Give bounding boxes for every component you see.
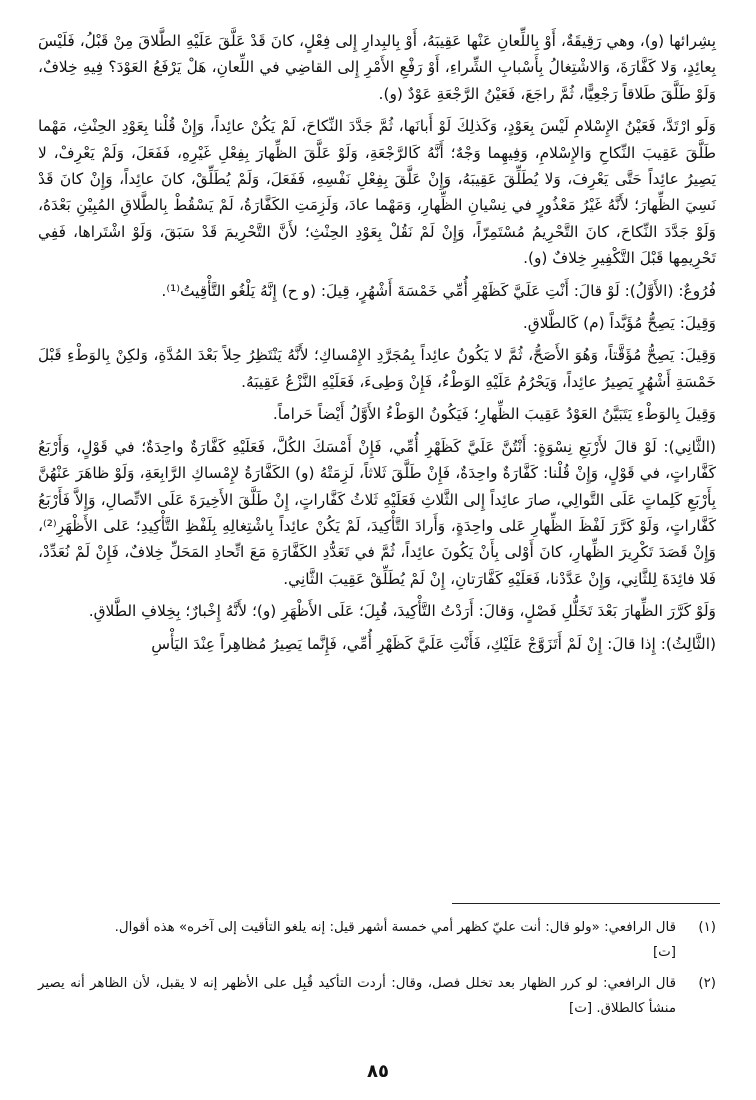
footnote-1 — [38, 915, 716, 965]
paragraph-8: وَلَوْ كَرَّرَ الظِّهارَ بَعْدَ تَخَلُّلِ فَصْلٍ، وَقالَ: أَرَدْتُ التَّأْكِيدَ، قُبِلَ؛ عَلَى الأَظْهَرِ (و)؛ لأَنَّهُ إِخْبارٌ؛ بِخِلافِ الطَّلاقِ. — [88, 602, 716, 621]
footnote-text: قال الرافعي: لو كرر الظهار بعد تخلل فصل، وقال: أردت التأكيد قُبِل على الأظهر إنه لا يقبل، لأن الظاهر أنه يصير منشأ كالطلاق. [ت] — [38, 976, 676, 1016]
paragraph-5: وَقِيلَ: يَصِحُّ مُؤَقَّتاً، وَهُوَ الأَصَحُّ، ثُمَّ لا يَكُونُ عائِداً بِمُجَرَّدِ الإِمْساكِ؛ لأَنَّهُ يَنْتَظِرُ حِلاً بَعْدَ المُدَّةِ، وَلكِنْ بِالوَطْءِ قَبْلَ خَمْسَةِ أَشْهُرٍ يَصِيرُ عائِداً، وَيَحْرُمُ عَلَيْهِ الوَطْءُ، فَإِنْ وَطِىءَ، فَعَلَيْهِ النَّزْعُ عَقِيبَهُ. — [38, 346, 716, 391]
footnote-number: (٢) — [698, 976, 716, 991]
page-number: ٨٥ — [367, 1061, 389, 1082]
footnote-text: قال الرافعي: «ولو قال: أنت عليّ كظهر أمي خمسة أشهر قيل: إنه يلغو التأقيت إلى آخره» هذه أقوال. — [114, 920, 676, 935]
footnote-number: (١) — [698, 920, 716, 935]
paragraph-7: (الثَّانِي): لَوْ قالَ لأَرْبَعِ نِسْوَةٍ: أَنْتُنَّ عَلَيَّ كَظَهْرِ أُمِّي، فَإِنْ أَمْسَكَ الكُلَّ، فَعَلَيْهِ كَفَّارَةٌ واحِدَةٌ؛ في قَوْلٍ، وَأَرْبَعُ كَفَّاراتٍ، في قَوْلٍ، وَإِنْ قُلْنا: كَفَّارَةٌ واحِدَةٌ، فَإِنْ طَلَّقَ ثَلاثاً، لَزِمَتْهُ (و) الكَفَّارَةُ لإِمْساكِ الرَّابِعَةِ، وَلَوْ ظاهَرَ عَنْهُنَّ بِأَرْبَعِ كَلِماتٍ عَلَى التَّوالِي، صارَ عائِداً إِلى الثَّلاثِ فَعَلَيْهِ ثَلاثُ كَفَّاراتٍ، إِنْ طَلَّقَ الأَخِيرَةَ عَلَى الاتِّصالِ، وَإِلاَّ فَأَرْبَعُ كَفَّاراتٍ، وَلَوْ كَرَّرَ لَفْظَ الظِّهارِ عَلى واحِدَةٍ، وَأَرادَ التَّأْكِيدَ، لَمْ يَكُنْ عائِداً بِاشْتِغالِهِ بِلَفْظِ التَّأْكِيدِ؛ عَلى الأَظْهَرِ⁽²⁾، وَإِنْ قَصَدَ تَكْرِيرَ الظِّهارِ، كانَ أَوْلى بِأَنْ يَكُونَ عائِداً، ثُمَّ في تَعَدُّدِ الكَفَّارَةِ مَعَ اتِّحادِ المَحَلِّ خِلافٌ، فَإِنْ لَمْ نُعَدِّدْ، فَلا فائِدَةَ لِلثَّانِي، وَإِنْ عَدَّدْنا، فَعَلَيْهِ كَفَّارَتانِ، إِنْ لَمْ يُطَلِّقْ عَقِيبَ الثَّانِي. — [38, 437, 716, 588]
paragraph-2: وَلَو ارْتَدَّ، فَعَيْنُ الإِسْلامِ لَيْسَ بِعَوْدٍ، وَكَذلِكَ لَوْ أَبانَها، ثُمَّ جَدَّدَ النِّكاحَ، لَمْ يَكُنْ عائِداً، وَإِنْ قُلْنا بِعَوْدِ الحِنْثِ، مَهْما طَلَّقَ عَقِيبَ النِّكاحِ وَالإِسْلامِ، وَفِيهِما وَجْهٌ؛ أَنَّهُ كَالرَّجْعَةِ، وَلَوْ عَلَّقَ الظِّهارَ بِفِعْلِ غَيْرِهِ، فَفَعَلَ، وَلَمْ يَعْرِفْ، لا يَصِيرُ عائِداً حَتَّى يَعْرِفَ، وَلا يُطَلِّقَ عَقِيبَهُ، وَإِنْ عَلَّقَ بِفِعْلِ نَفْسِهِ، فَفَعَلَ، وَلَمْ يُطَلِّقْ، كانَ عائِداً، وَإِنْ كانَ قَدْ نَسِيَ الظِّهارَ؛ لأَنَّهُ غَيْرُ مَعْذُورٍ في نِسْيانِ الظِّهارِ، وَمَهْما عادَ، وَلَزِمَتِ الكَفَّارَةُ، لَمْ يَسْقُطْ بِالطَّلاقِ المُبِيْنِ بَعْدَهُ، وَلَوْ جَدَّدَ النِّكاحَ، كانَ التَّحْرِيمُ مُسْتَمِرّاً، وَإِنْ لَمْ نَقُلْ بِعَوْدِ الحِنْثِ؛ لأَنَّ التَّحْرِيمَ قَدْ سَبَقَ، وَلَوْ اشْتَراها، فَفِي تَحْرِيمِها قَبْلَ التَّكْفِيرِ خِلافٌ (و). — [38, 117, 716, 268]
footnote-separator — [452, 903, 720, 904]
paragraph-6: وَقِيلَ بِالوَطْءِ يَتَبَيَّنُ العَوْدُ عَقِيبَ الظِّهارِ؛ فَيَكُونُ الوَطْءُ الأَوَّلُ أَيْضاً حَراماً. — [272, 405, 716, 424]
paragraph-1: بِشِرائها (و)، وهي رَقِيقَةٌ، أَوْ بِاللِّعانِ عَنْها عَقِيبَهُ، أَوْ بِالبِدارِ إِلى فِعْلٍ، كانَ قَدْ عَلَّقَ عَلَيْهِ الطَّلاقَ مِنْ قَبْلُ، فَلَيْسَ بِعائِدٍ، وَلا كَفَّارَةَ، وَالاشْتِغالُ بِأَسْبابِ الشِّراءِ، أَوْ رَفْعِ الأَمْرِ إِلى القاضِي في اللِّعانِ، هَلْ يَرْفَعُ العَوْدَ؟ فِيهِ خِلافٌ، وَلَوْ طَلَّقَ طَلاقاً رَجْعِيًّا، ثُمَّ راجَعَ، فَعَيْنُ الرَّجْعَةِ عَوْدٌ (و). — [38, 32, 716, 103]
footnote-2 — [38, 971, 716, 1021]
paragraph-4: وَقِيلَ: يَصِحُّ مُؤَبَّداً (م) كَالطَّلاقِ. — [522, 314, 716, 333]
footnotes — [38, 915, 716, 1027]
footnote-tag: [ت] — [652, 945, 676, 960]
paragraph-3: فُرُوعٌ: (الأَوَّلُ): لَوْ قالَ: أَنْتِ عَلَيَّ كَظَهْرِ أُمِّي خَمْسَةَ أَشْهُرٍ، قِيلَ: (و ح) إِنَّهُ يَلْغُو التَّأْقِيتُ⁽¹⁾. — [161, 281, 716, 300]
main-text — [38, 28, 716, 657]
paragraph-9: (الثَّالِثُ): إِذا قالَ: إِنْ لَمْ أَتَزَوَّجْ عَلَيْكِ، فَأَنْتِ عَلَيَّ كَظَهْرِ أُمِّي، فَإِنَّما يَصِيرُ مُظاهِراً عِنْدَ اليَأْسِ — [151, 634, 716, 653]
